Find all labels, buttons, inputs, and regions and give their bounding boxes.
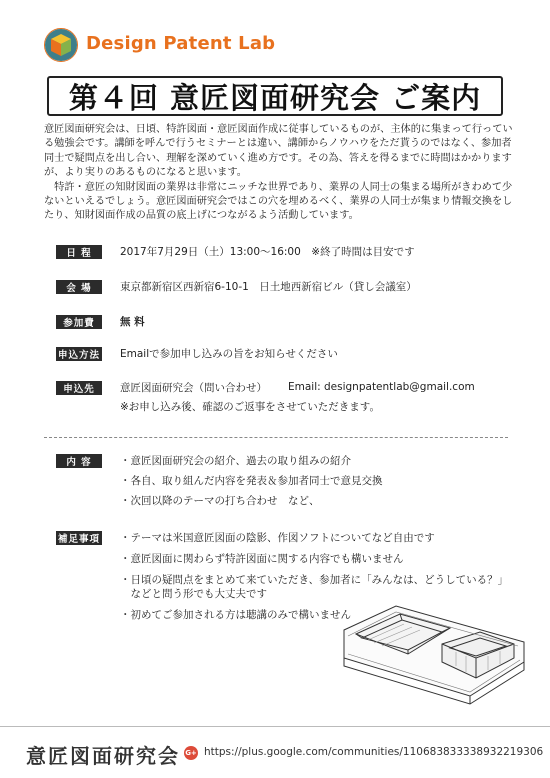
contact-value: 意匠図面研究会（問い合わせ） [120, 382, 267, 394]
list-item: ・日頃の疑問点をまとめて来ていただき、参加者に「みんなは、どうしている？」 [120, 574, 509, 586]
page-title: 第４回 意匠図面研究会 ご案内 [47, 76, 503, 116]
cube-logo-icon [44, 28, 78, 62]
contact-note: ※お申し込み後、確認のご返事をさせていただきます。 [120, 401, 380, 413]
date-value: 2017年7月29日（土）13:00〜16:00 ※終了時間は目安です [120, 246, 415, 258]
dashed-divider [44, 437, 508, 438]
apply-method-label: 申込方法 [56, 347, 102, 361]
apply-method-value: Emailで参加申し込みの旨をお知らせください [120, 348, 338, 360]
fee-label: 参加費 [56, 315, 102, 329]
intro-text [44, 123, 514, 224]
contact-email[interactable]: Email: designpatentlab@gmail.com [288, 381, 475, 393]
list-item: などと問う形でも大丈夫です [120, 588, 267, 600]
date-label: 日 程 [56, 245, 102, 259]
list-item: ・初めてご参加される方は聴講のみで構いません [120, 609, 351, 621]
intro-paragraph: 意匠図面研究会は、日頃、特許図面・意匠図面作成に従事しているものが、主体的に集まって行っている勉強会です。講師を呼んで行うセミナーとは違い、講師からノウハウをただ貰うのではなく、参加者同士で疑問点を出し合い、理解を深めていく進め方です。その為、答えを得るまでに時間はかかりますが、より実りのあるものになると思います。 [44, 124, 513, 179]
notes-label: 補足事項 [56, 531, 102, 545]
intro-paragraph: 特許・意匠の知財図面の業界は非常にニッチな世界であり、業界の人同士の集まる場所がきわめて少ないといえるでしょう。意匠図面研究会ではこの穴を埋めるべく、業界の人同士が集まり情報交換をしたり、知財図面作成の品質の底上げにつながるよう活動しています。 [44, 181, 513, 222]
fee-value: 無 料 [120, 316, 145, 328]
list-item: ・次回以降のテーマの打ち合わせ など、 [120, 495, 320, 507]
container-illustration [338, 596, 530, 712]
list-item: ・意匠図面に関わらず特許図面に関する内容でも構いません [120, 553, 404, 565]
list-item: ・テーマは米国意匠図面の陰影、作図ソフトについてなど自由です [120, 532, 435, 544]
venue-label: 会 場 [56, 280, 102, 294]
venue-value: 東京都新宿区西新宿6-10-1 日土地西新宿ビル（貸し会議室） [120, 281, 417, 293]
list-item: ・意匠図面研究会の紹介、過去の取り組みの紹介 [120, 455, 351, 467]
content-label: 内 容 [56, 454, 102, 468]
google-plus-icon: G+ [184, 746, 198, 760]
list-item: ・各自、取り組んだ内容を発表＆参加者同士で意見交換 [120, 475, 383, 487]
community-link[interactable]: https://plus.google.com/communities/110683833338932219306 [204, 746, 544, 758]
brand-name: Design Patent Lab [86, 33, 276, 54]
footer-org-name: 意匠図面研究会 [26, 744, 180, 768]
contact-label: 申込先 [56, 381, 102, 395]
footer-divider [0, 726, 550, 727]
